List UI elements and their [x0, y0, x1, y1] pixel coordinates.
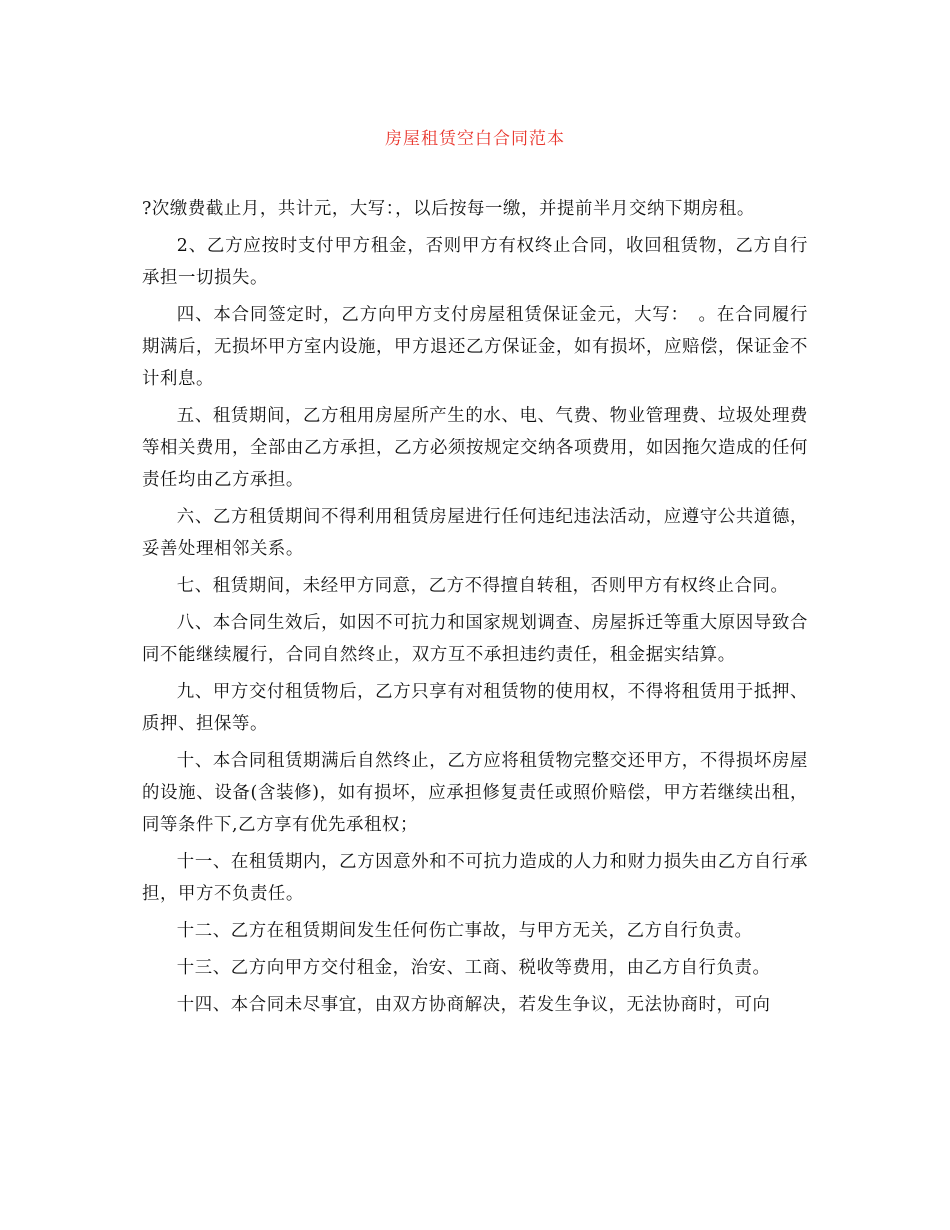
paragraph-clause-12: 十二、乙方在租赁期间发生任何伤亡事故，与甲方无关，乙方自行负责。	[176, 921, 753, 941]
paragraph-clause-8: 八、本合同生效后，如因不可抗力和国家规划调查、房屋拆迁等重大原因导致合同不能继续履行，合同自然终止，双方互不承担违约责任，租金据实结算。	[142, 613, 808, 665]
paragraph-clause-10: 十、本合同租赁期满后自然终止，乙方应将租赁物完整交还甲方，不得损坏房屋的设施、设备(含装修)，如有损坏，应承担修复责任或照价赔偿，甲方若继续出租，同等条件下,乙方享有优先承租权；	[142, 751, 808, 835]
paragraph-clause-4: 四、本合同签定时，乙方向甲方支付房屋租赁保证金元，大写： 。在合同履行期满后，无损坏甲方室内设施，甲方退还乙方保证金，如有损坏，应赔偿，保证金不计利息。	[142, 305, 808, 389]
paragraph-clause-7: 七、租赁期间，未经甲方同意，乙方不得擅自转租，否则甲方有权终止合同。	[176, 576, 789, 596]
paragraph-clause-2: 2、乙方应按时支付甲方租金，否则甲方有权终止合同，收回租赁物，乙方自行承担一切损失。	[142, 236, 808, 288]
paragraph-clause-13: 十三、乙方向甲方交付租金，治安、工商、税收等费用，由乙方自行负责。	[176, 958, 771, 978]
paragraph-clause-6: 六、乙方租赁期间不得利用租赁房屋进行任何违纪违法活动，应遵守公共道德，妥善处理相邻关系。	[142, 507, 808, 559]
paragraph-clause-9: 九、甲方交付租赁物后，乙方只享有对租赁物的使用权，不得将租赁用于抵押、质押、担保等。	[142, 682, 808, 734]
paragraph-clause-14: 十四、本合同未尽事宜，由双方协商解决，若发生争议，无法协商时，可向	[176, 995, 771, 1015]
document-body	[142, 193, 808, 1026]
paragraph-clause-5: 五、租赁期间，乙方租用房屋所产生的水、电、气费、物业管理费、垃圾处理费等相关费用，全部由乙方承担，乙方必须按规定交纳各项费用，如因拖欠造成的任何责任均由乙方承担。	[142, 406, 808, 490]
document-title: 房屋租赁空白合同范本	[385, 129, 565, 149]
paragraph-payment-schedule: ?次缴费截止月，共计元，大写：，以后按每一缴，并提前半月交纳下期房租。	[142, 199, 755, 219]
paragraph-clause-11: 十一、在租赁期内，乙方因意外和不可抗力造成的人力和财力损失由乙方自行承担，甲方不负责任。	[142, 852, 808, 904]
